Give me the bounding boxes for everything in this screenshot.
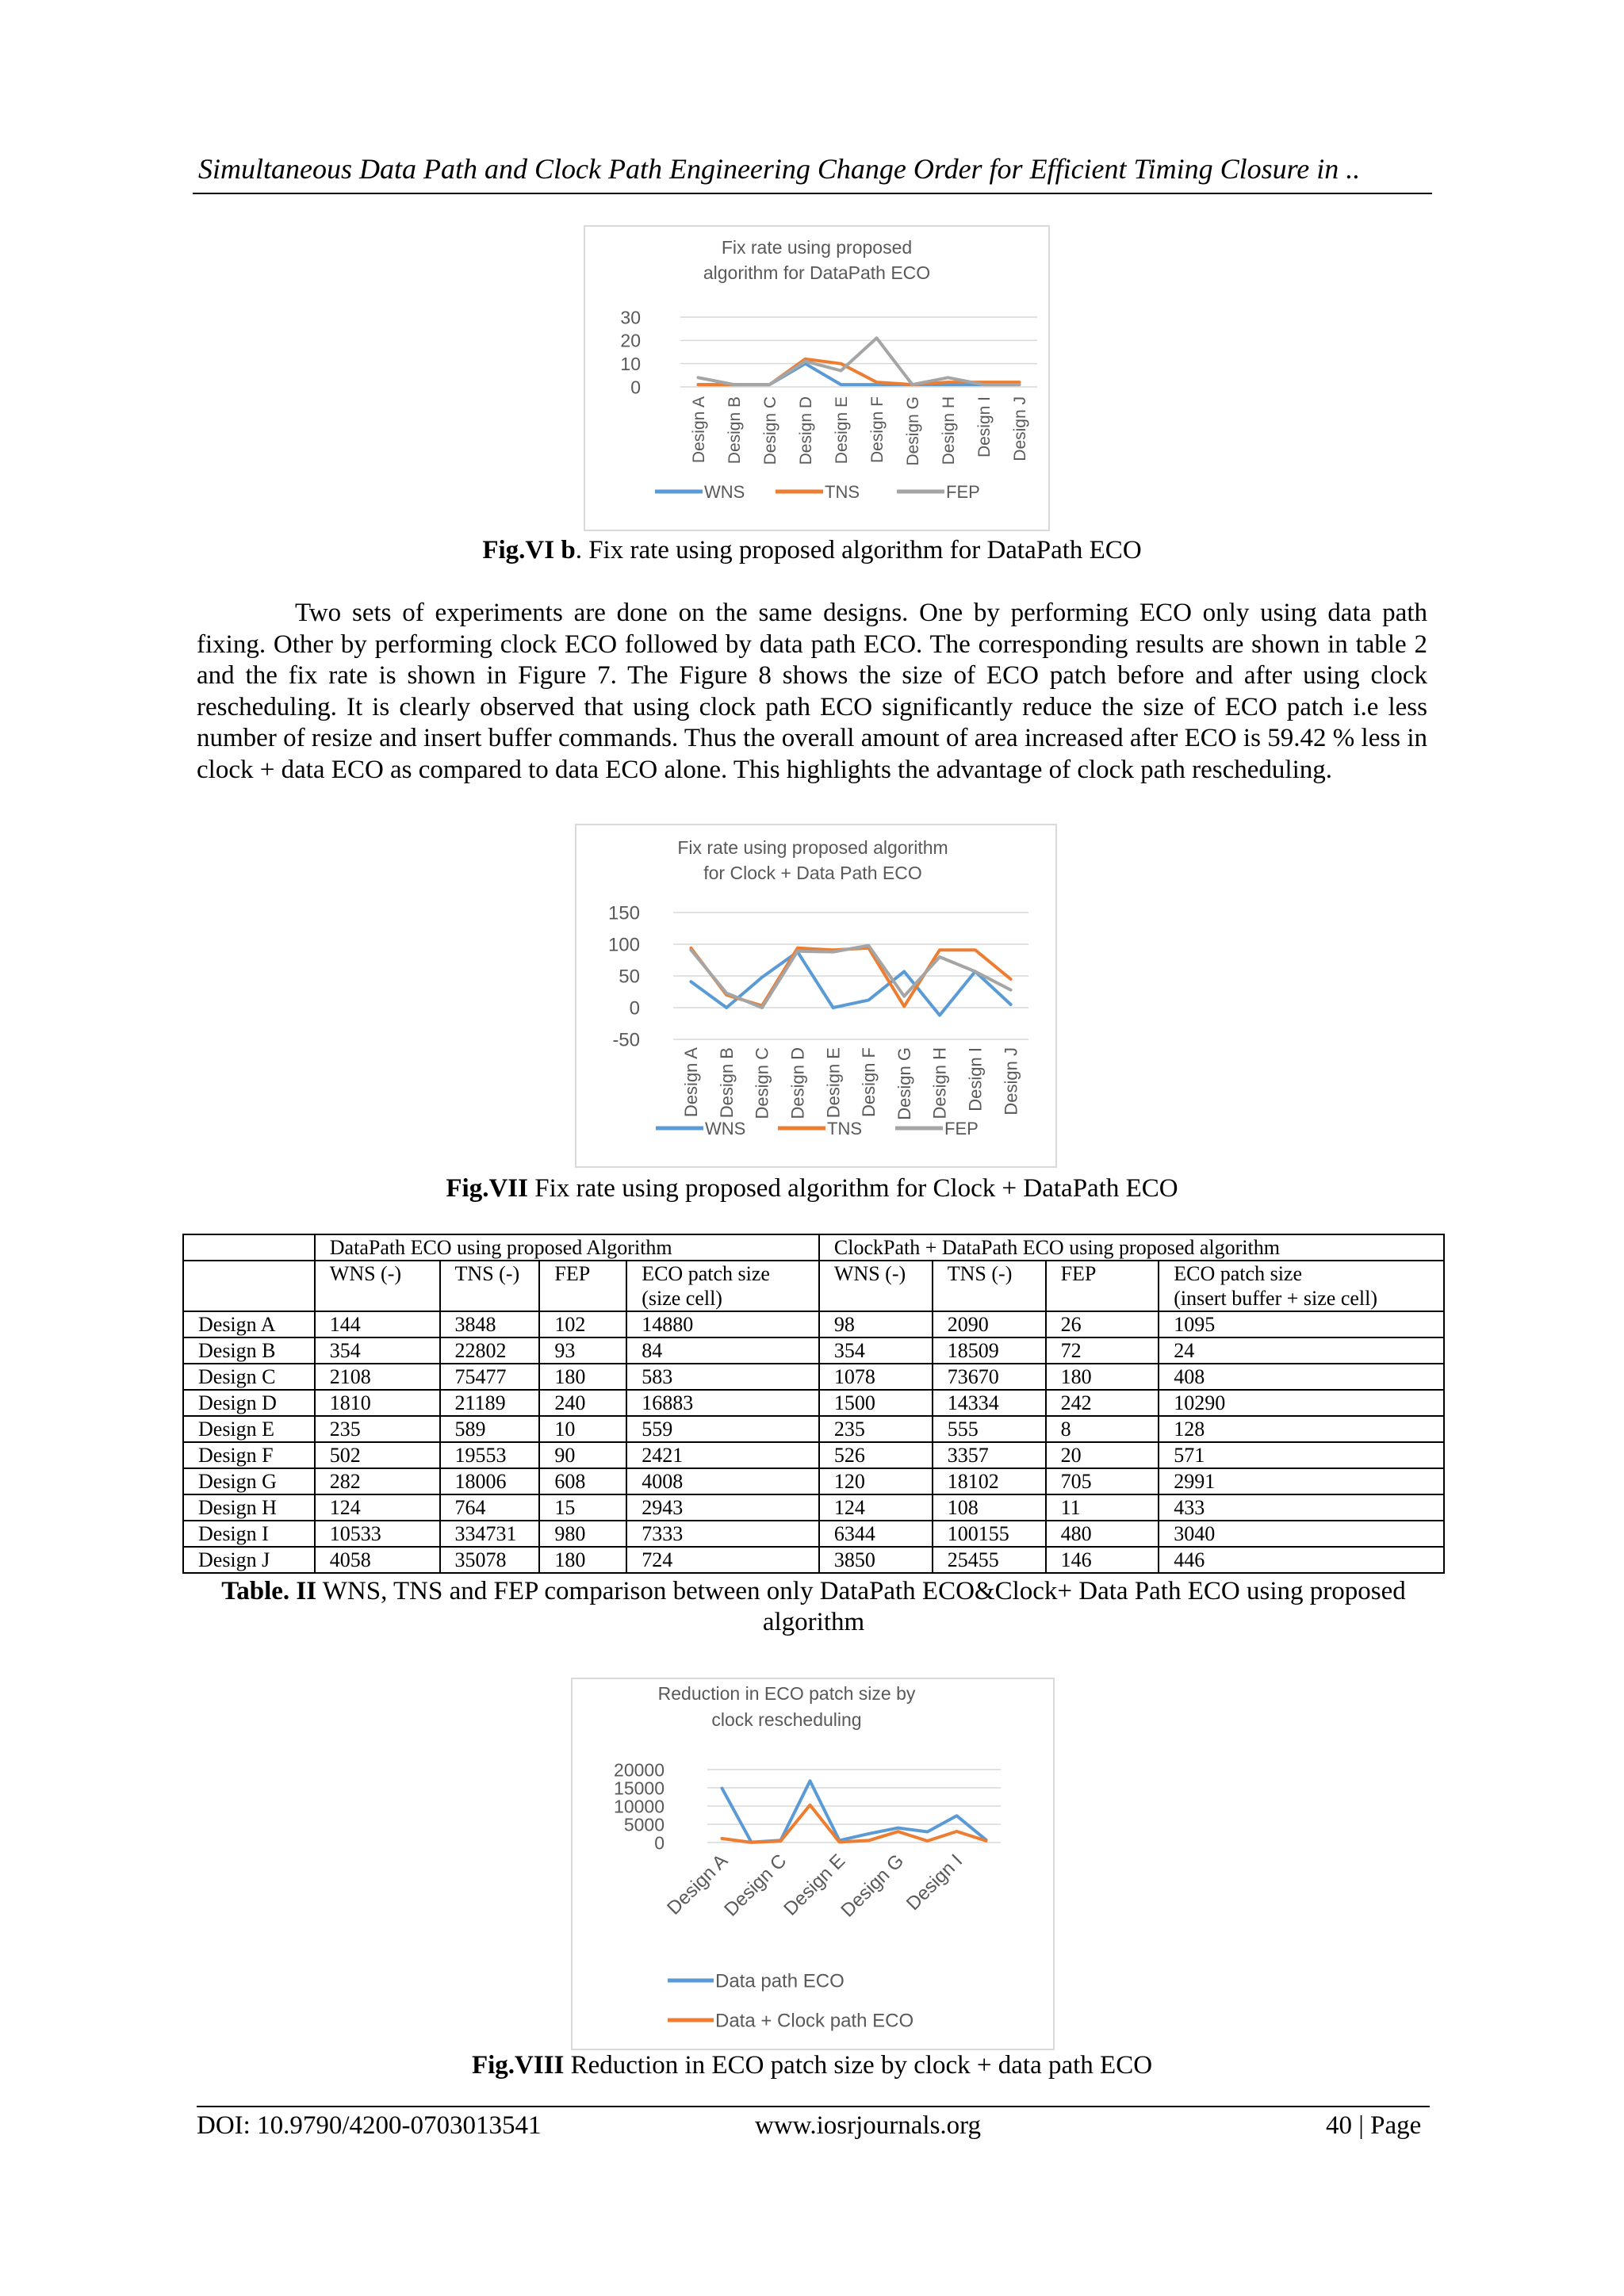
fig7-caption-label: Fig.VII [446, 1174, 528, 1203]
table-row-label: Design J [183, 1547, 315, 1573]
footer-website[interactable]: www.iosrjournals.org [755, 2111, 982, 2140]
fig6b-caption-label: Fig.VI b [482, 536, 576, 564]
x-tick-label: Design I [975, 396, 994, 458]
table-cell: 724 [626, 1547, 819, 1573]
x-tick-label: Design A [681, 1047, 702, 1118]
table-cell: 15 [539, 1494, 626, 1521]
table-row-label: Design H [183, 1494, 315, 1521]
chart-title: algorithm for DataPath ECO [703, 262, 931, 283]
table-cell: 84 [626, 1337, 819, 1364]
table-sub-header [1159, 1261, 1444, 1311]
table-cell: 180 [1046, 1364, 1159, 1390]
x-tick-label: Design D [787, 1047, 808, 1119]
y-tick-label: 30 [620, 307, 641, 328]
table-sub-header-text: FEP [1060, 1262, 1097, 1285]
table-cell: 2991 [1159, 1468, 1444, 1494]
x-tick-label: Design H [929, 1047, 950, 1119]
x-tick-label: Design C [720, 1850, 791, 1921]
chart-title: for Clock + Data Path ECO [703, 863, 922, 883]
table-cell: 433 [1159, 1494, 1444, 1521]
table-cell: 100155 [933, 1521, 1046, 1547]
legend-label: TNS [827, 1118, 862, 1138]
table-row [183, 1311, 1444, 1337]
table-row-label: Design G [183, 1468, 315, 1494]
table-cell: 4008 [626, 1468, 819, 1494]
series-line-data-path-eco [722, 1781, 986, 1842]
running-header: Simultaneous Data Path and Clock Path Engineering Change Order for Efficient Timing Closure in .. [198, 153, 1361, 185]
results-table [182, 1234, 1445, 1574]
table-row-label: Design E [183, 1416, 315, 1442]
series-line-fep [691, 946, 1010, 1008]
table-sub-header [933, 1261, 1046, 1311]
y-tick-label: 15000 [614, 1777, 665, 1799]
fig8-caption-text: Reduction in ECO patch size by clock + data path ECO [564, 2051, 1153, 2080]
y-tick-label: 150 [607, 902, 640, 924]
table-cell: 90 [539, 1442, 626, 1468]
chart-title: clock rescheduling [711, 1709, 862, 1730]
table-sub-header [315, 1261, 440, 1311]
x-tick-label: Design F [859, 1047, 879, 1118]
table-cell: 3850 [819, 1547, 933, 1573]
table-cell: 1078 [819, 1364, 933, 1390]
x-tick-label: Design B [716, 1047, 737, 1119]
table-row [183, 1547, 1444, 1573]
legend-label: Data path ECO [715, 1970, 845, 1992]
y-tick-label: 10000 [614, 1796, 665, 1817]
table-row [183, 1521, 1444, 1547]
chart-fig7-svg [576, 825, 1055, 1166]
table-cell: 1095 [1159, 1311, 1444, 1337]
legend-label: WNS [704, 481, 745, 502]
table-cell: 144 [315, 1311, 440, 1337]
table-cell: 2108 [315, 1364, 440, 1390]
body-paragraph [197, 598, 1427, 786]
x-tick-label: Design A [689, 396, 708, 464]
body-paragraph-text: Two sets of experiments are done on the same designs. One by performing ECO only using data path fixing. Other by performing clock ECO followed by data path ECO. The corresponding results are shown in table 2 and the fix rate is shown in Figure 7. The Figure 8 shows the size of ECO patch before and after using clock rescheduling. It is clearly observed that using clock path ECO significantly reduce the size of ECO patch i.e less number of resize and insert buffer commands. Thus the overall amount of area increased after ECO is 59.42 % less in clock + data ECO as compared to data ECO alone. This highlights the advantage of clock path rescheduling. [197, 599, 1427, 784]
table-cell: 608 [539, 1468, 626, 1494]
table-cell: 571 [1159, 1442, 1444, 1468]
table-cell: 2090 [933, 1311, 1046, 1337]
table-cell: 146 [1046, 1547, 1159, 1573]
table-cell: 102 [539, 1311, 626, 1337]
table-cell: 98 [819, 1311, 933, 1337]
y-tick-label: 20000 [614, 1759, 665, 1781]
table-row-label: Design I [183, 1521, 315, 1547]
table-cell: 108 [933, 1494, 1046, 1521]
table-sub-header [440, 1261, 540, 1311]
table-cell: 18006 [440, 1468, 540, 1494]
footer-doi: DOI: 10.9790/4200-0703013541 [197, 2111, 542, 2140]
table-cell: 72 [1046, 1337, 1159, 1364]
table-row [183, 1337, 1444, 1364]
table-caption [182, 1576, 1445, 1638]
legend-label: WNS [705, 1118, 746, 1138]
table-cell: 35078 [440, 1547, 540, 1573]
table-sub-header [819, 1261, 933, 1311]
chart-title: Reduction in ECO patch size by [657, 1683, 916, 1704]
table-sub-header-text: ECO patch size [1174, 1262, 1302, 1285]
table-cell: 22802 [440, 1337, 540, 1364]
table-cell: 583 [626, 1364, 819, 1390]
table-row [183, 1468, 1444, 1494]
fig6b-caption [197, 536, 1427, 565]
table-cell: 235 [819, 1416, 933, 1442]
table-row-label: Design F [183, 1442, 315, 1468]
x-tick-label: Design D [796, 396, 815, 465]
table-cell: 180 [539, 1364, 626, 1390]
footer-page-number: 40 | Page [1326, 2111, 1422, 2140]
legend-label: Data + Clock path ECO [715, 2010, 914, 2032]
table-sub-header [1046, 1261, 1159, 1311]
chart-fig6b-svg [585, 227, 1048, 530]
table-cell: 235 [315, 1416, 440, 1442]
x-tick-label: Design G [837, 1850, 909, 1922]
table-sub-header [539, 1261, 626, 1311]
x-tick-label: Design E [832, 396, 851, 465]
table-caption-label: Table. II [221, 1577, 317, 1605]
y-tick-label: 50 [619, 966, 640, 988]
y-tick-label: 0 [630, 377, 641, 398]
series-line-wns [691, 952, 1010, 1016]
x-tick-label: Design C [760, 396, 779, 465]
table-sub-header-text: (size cell) [642, 1287, 722, 1310]
table-cell: 446 [1159, 1547, 1444, 1573]
table-cell: 10 [539, 1416, 626, 1442]
table-corner-cell [183, 1261, 315, 1311]
chart-fig7 [575, 824, 1057, 1168]
table-cell: 408 [1159, 1364, 1444, 1390]
table-cell: 10290 [1159, 1390, 1444, 1416]
table-group-header: ClockPath + DataPath ECO using proposed algorithm [819, 1234, 1444, 1261]
table-cell: 26 [1046, 1311, 1159, 1337]
table-cell: 21189 [440, 1390, 540, 1416]
x-tick-label: Design E [779, 1850, 850, 1920]
y-tick-label: 5000 [623, 1814, 665, 1835]
table-sub-header-text: TNS (-) [947, 1262, 1013, 1285]
legend-label: TNS [825, 481, 860, 502]
table-cell: 354 [819, 1337, 933, 1364]
fig7-caption-text: Fix rate using proposed algorithm for Clock + DataPath ECO [527, 1174, 1178, 1203]
chart-title: Fix rate using proposed algorithm [677, 837, 948, 858]
table-cell: 242 [1046, 1390, 1159, 1416]
table-cell: 1810 [315, 1390, 440, 1416]
table-cell: 705 [1046, 1468, 1159, 1494]
table-cell: 3040 [1159, 1521, 1444, 1547]
x-tick-label: Design B [725, 396, 744, 465]
fig8-caption [197, 2051, 1427, 2080]
table-cell: 8 [1046, 1416, 1159, 1442]
x-tick-label: Design H [939, 396, 958, 465]
table-row-label: Design B [183, 1337, 315, 1364]
y-tick-label: 100 [607, 934, 640, 956]
x-tick-label: Design F [868, 396, 887, 464]
table-cell: 555 [933, 1416, 1046, 1442]
table-row-label: Design C [183, 1364, 315, 1390]
table-cell: 502 [315, 1442, 440, 1468]
table-cell: 559 [626, 1416, 819, 1442]
table-row [183, 1390, 1444, 1416]
table-row-label: Design A [183, 1311, 315, 1337]
table-cell: 124 [315, 1494, 440, 1521]
table-cell: 3848 [440, 1311, 540, 1337]
table-cell: 4058 [315, 1547, 440, 1573]
table-sub-header-text: WNS (-) [833, 1262, 906, 1285]
x-tick-label: Design J [1010, 396, 1029, 461]
chart-fig8 [571, 1678, 1055, 2050]
legend-label: FEP [944, 1118, 979, 1138]
fig7-caption [197, 1174, 1427, 1203]
table-cell: 20 [1046, 1442, 1159, 1468]
table-row [183, 1494, 1444, 1521]
table-cell: 334731 [440, 1521, 540, 1547]
table-cell: 11 [1046, 1494, 1159, 1521]
table-cell: 240 [539, 1390, 626, 1416]
chart-fig8-svg [573, 1679, 1053, 2049]
table-cell: 73670 [933, 1364, 1046, 1390]
table-cell: 14880 [626, 1311, 819, 1337]
table-sub-header-text: TNS (-) [454, 1262, 520, 1285]
table-row [183, 1364, 1444, 1390]
table-cell: 2421 [626, 1442, 819, 1468]
table-sub-header-text: WNS (-) [329, 1262, 402, 1285]
table-cell: 16883 [626, 1390, 819, 1416]
table-cell: 75477 [440, 1364, 540, 1390]
x-tick-label: Design A [663, 1850, 733, 1919]
table-cell: 764 [440, 1494, 540, 1521]
table-cell: 980 [539, 1521, 626, 1547]
table-cell: 124 [819, 1494, 933, 1521]
table-sub-header [626, 1261, 819, 1311]
table-corner-cell [183, 1234, 315, 1261]
x-tick-label: Design C [752, 1047, 772, 1119]
table-row [183, 1416, 1444, 1442]
table-caption-text: WNS, TNS and FEP comparison between only DataPath ECO&Clock+ Data Path ECO using proposed [316, 1577, 1406, 1605]
footer-rule [197, 2106, 1430, 2107]
table-cell: 3357 [933, 1442, 1046, 1468]
table-cell: 93 [539, 1337, 626, 1364]
table-group-header: DataPath ECO using proposed Algorithm [315, 1234, 819, 1261]
fig6b-caption-text: . Fix rate using proposed algorithm for DataPath ECO [575, 536, 1142, 564]
table-cell: 10533 [315, 1521, 440, 1547]
table-caption-text-2: algorithm [762, 1608, 865, 1636]
x-tick-label: Design E [823, 1047, 844, 1119]
table-cell: 6344 [819, 1521, 933, 1547]
table-cell: 18509 [933, 1337, 1046, 1364]
y-tick-label: -50 [612, 1029, 640, 1051]
x-tick-label: Design G [894, 1047, 914, 1120]
table-group-header-row [183, 1234, 1444, 1261]
chart-fig6b [584, 225, 1050, 531]
y-tick-label: 20 [620, 330, 641, 351]
table-cell: 1500 [819, 1390, 933, 1416]
table-row [183, 1442, 1444, 1468]
series-line-fep [699, 338, 1020, 385]
y-tick-label: 0 [629, 997, 640, 1020]
table-sub-header-text: ECO patch size [642, 1262, 770, 1285]
table-cell: 120 [819, 1468, 933, 1494]
table-cell: 282 [315, 1468, 440, 1494]
table-cell: 25455 [933, 1547, 1046, 1573]
x-tick-label: Design I [902, 1850, 967, 1915]
table-cell: 180 [539, 1547, 626, 1573]
table-cell: 2943 [626, 1494, 819, 1521]
table-sub-header-row [183, 1261, 1444, 1311]
table-cell: 14334 [933, 1390, 1046, 1416]
y-tick-label: 0 [654, 1832, 665, 1854]
table-cell: 18102 [933, 1468, 1046, 1494]
table-cell: 7333 [626, 1521, 819, 1547]
x-tick-label: Design J [1001, 1047, 1021, 1115]
x-tick-label: Design G [903, 396, 922, 466]
table-cell: 526 [819, 1442, 933, 1468]
table-cell: 19553 [440, 1442, 540, 1468]
y-tick-label: 10 [620, 353, 641, 374]
table-cell: 589 [440, 1416, 540, 1442]
header-rule [193, 193, 1432, 194]
table-cell: 354 [315, 1337, 440, 1364]
table-cell: 24 [1159, 1337, 1444, 1364]
fig8-caption-label: Fig.VIII [471, 2051, 565, 2080]
table-cell: 128 [1159, 1416, 1444, 1442]
table-cell: 480 [1046, 1521, 1159, 1547]
table-row-label: Design D [183, 1390, 315, 1416]
table-sub-header-text: (insert buffer + size cell) [1174, 1287, 1378, 1310]
chart-title: Fix rate using proposed [721, 237, 913, 258]
x-tick-label: Design I [965, 1047, 986, 1112]
legend-label: FEP [946, 481, 980, 502]
table-body [183, 1311, 1444, 1573]
table-sub-header-text: FEP [554, 1262, 591, 1285]
